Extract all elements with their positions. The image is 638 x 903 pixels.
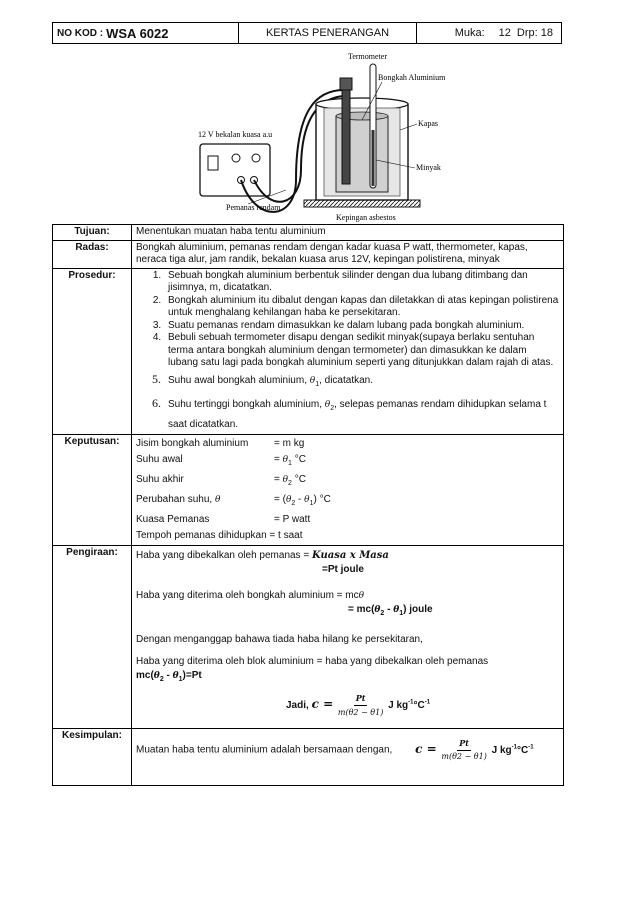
kod-label: NO KOD :: [57, 27, 104, 39]
jadi-label: Jadi,: [286, 700, 309, 712]
label-radas: Radas:: [53, 240, 132, 268]
pengiraan-l4: = mc(: [348, 604, 375, 615]
immersion-heater: [342, 80, 350, 184]
tempoh-text: Tempoh pemanas dihidupkan = t saat: [136, 530, 303, 541]
label-bekalan: 12 V bekalan kuasa a.u: [198, 130, 273, 139]
row-pengiraan: [53, 546, 564, 729]
kuasa-value: = P watt: [274, 514, 311, 525]
drp-label: Drp: 18: [516, 27, 553, 39]
suhu-awal-label: Suhu awal: [136, 454, 183, 465]
list-item: 4. Bebuli sebuah termometer disapu dengan sedikit minyak(supaya berlaku sentuhan terma antara bongkah aluminium dengan termometer) dan dimasukkan ke dalam lubang satu lagi pada bongkah aluminium seperti yang ditunjukkan dalam rajah di atas.: [164, 332, 559, 370]
suhu-akhir-label: Suhu akhir: [136, 474, 184, 485]
perubahan-unit: °C: [319, 494, 331, 505]
pengiraan-l4-end: ) joule: [403, 604, 433, 615]
pengiraan-l7-end: )=Pt: [182, 670, 202, 681]
radas-text: Bongkah aluminium, pemanas rendam dengan kadar kuasa P watt, thermometer, kapas, neraca tiga alur, jam randik, bekalan kuasa arus 12V, kepingan polistirena, minyak: [132, 240, 564, 268]
unit-c: C: [520, 744, 529, 756]
unit-text: J kg: [388, 700, 409, 712]
title-cell: KERTAS PENERANGAN: [239, 23, 417, 43]
list-item: 1. Sebuah bongkah aluminium berbentuk silinder dengan dua lubang ditimbang dan jisimnya, m, dicatatkan.: [164, 270, 559, 295]
list-item: 2. Bongkah aluminium itu dibalut dengan kapas dan diletakkan di atas kepingan polistirena untuk menghalang kehilangan haba ke persekitaran.: [164, 295, 559, 320]
keputusan-cell: Jisim bongkah aluminium = m kg Suhu awal = $\theta_1$ °C Suhu akhir = $\theta_2$ °C Perubahan suhu, θ = $(\theta_2 - \theta_1)$ °C Kuasa Pemanas = P watt Tempoh pemanas dihidupkan = t saat: [132, 435, 564, 546]
label-termometer: Termometer: [348, 52, 387, 61]
step6-text-b: , selepas pemanas rendam dihidupkan selama t saat dicatatkan.: [168, 399, 547, 430]
kod-cell: [53, 23, 239, 43]
label-prosedur: Prosedur:: [53, 268, 132, 435]
label-kesimpulan: Kesimpulan:: [53, 729, 132, 786]
pengiraan-l1: Haba yang dibekalkan oleh pemanas =: [136, 550, 312, 561]
step6-text-a: Suhu tertinggi bongkah aluminium,: [168, 399, 325, 410]
label-pengiraan: Pengiraan:: [53, 546, 132, 729]
unit-c: C: [417, 700, 425, 712]
perubahan-label: Perubahan suhu,: [136, 494, 215, 505]
pengiraan-cell: Haba yang dibekalkan oleh pemanas = Kuasa x Masa =Pt joule Haba yang diterima oleh bongkah aluminium = mcθ = $mc(\theta_2 - \theta_1)$ joule Dengan menganggap bahawa tiada haba hilang ke persekitaran, Haba yang diterima oleh blok aluminium = haba yang dibekalkan oleh pemanas $mc(\theta_2 - \theta_1)=Pt$ Jadi, c = $\frac{Pt}{m(\theta 2 - \theta 1)}$ J $kg^{-1}^\circ C^{-1}$: [132, 546, 564, 729]
formula-den: m(θ2 − θ1): [441, 751, 487, 761]
jisim-value: = m kg: [274, 438, 305, 449]
label-bongkah: Bongkah Aluminium: [378, 73, 446, 82]
list-item: 6. Suhu tertinggi bongkah aluminium, $\theta_2$, selepas pemanas rendam dihidupkan selama t saat dicatatkan.: [164, 395, 559, 433]
pengiraan-l6: Haba yang diterima oleh blok aluminium = haba yang dibekalkan oleh pemanas: [136, 656, 489, 667]
muka-value: 12: [498, 27, 511, 39]
row-keputusan: [53, 435, 564, 546]
list-item: 3. Suatu pemanas rendam dimasukkan ke dalam lubang pada bongkah aluminium.: [164, 320, 559, 333]
step5-text-a: Suhu awal bongkah aluminium,: [168, 374, 310, 386]
kesimpulan-cell: Muatan haba tentu aluminium adalah bersamaan dengan, c = $\frac{Pt}{m(\theta 2 - \theta 1)}$ J $kg^{-1}^\circ C^{-1}$: [132, 729, 564, 786]
prosedur-cell: [132, 268, 564, 435]
step5-text-b: , dicatatkan.: [319, 374, 374, 386]
muka-label: Muka:: [454, 27, 485, 39]
formula-num: Pt: [354, 691, 368, 706]
label-tujuan: Tujuan:: [53, 225, 132, 241]
label-minyak: Minyak: [416, 163, 441, 172]
kuasa-label: Kuasa Pemanas: [136, 514, 210, 525]
formula-fraction: [336, 691, 385, 720]
tujuan-text: Menentukan muatan haba tentu aluminium: [132, 225, 564, 241]
pengiraan-l5: Dengan menganggap bahawa tiada haba hilang ke persekitaran,: [136, 634, 423, 645]
pengiraan-l1-expr: Kuasa x Masa: [311, 550, 389, 561]
jadi-formula: Jadi, c = $\frac{Pt}{m(\theta 2 - \theta 1)}$ J $kg^{-1}^\circ C^{-1}$: [136, 691, 559, 720]
pengiraan-l3: Haba yang diterima oleh bongkah aluminium = mc: [136, 590, 359, 601]
label-kapas: Kapas: [418, 119, 438, 128]
unit-text: J kg: [491, 744, 512, 756]
formula-den: m(θ2 − θ1): [337, 708, 384, 717]
apparatus-figure: [186, 50, 476, 226]
kod-value: WSA 6022: [106, 25, 169, 41]
label-pemanas: Pemanas rendam: [226, 203, 281, 212]
formula-fraction: [439, 737, 488, 763]
jisim-label: Jisim bongkah aluminium: [136, 438, 249, 449]
prosedur-steps: [136, 270, 559, 434]
row-kesimpulan: [53, 729, 564, 786]
info-table: [52, 224, 564, 786]
list-item: 5. Suhu awal bongkah aluminium, $\theta_1$, dicatatkan.: [164, 373, 559, 392]
formula-num: Pt: [457, 737, 471, 751]
label-asbestos: Kepingan asbestos: [336, 213, 396, 222]
row-prosedur: [53, 268, 564, 435]
kesimpulan-text: Muatan haba tentu aluminium adalah bersamaan dengan,: [136, 744, 393, 756]
suhu-akhir-unit: °C: [294, 474, 306, 485]
suhu-awal-unit: °C: [294, 454, 306, 465]
label-keputusan: Keputusan:: [53, 435, 132, 546]
row-tujuan: [53, 225, 564, 241]
document-header: [52, 22, 562, 44]
page-cell: [417, 23, 561, 43]
row-radas: [53, 240, 564, 268]
asbestos-sheet: [304, 200, 420, 207]
formula-c: c =: [311, 697, 334, 712]
pengiraan-l2: =Pt joule: [322, 564, 364, 575]
formula-c: c =: [415, 741, 437, 756]
